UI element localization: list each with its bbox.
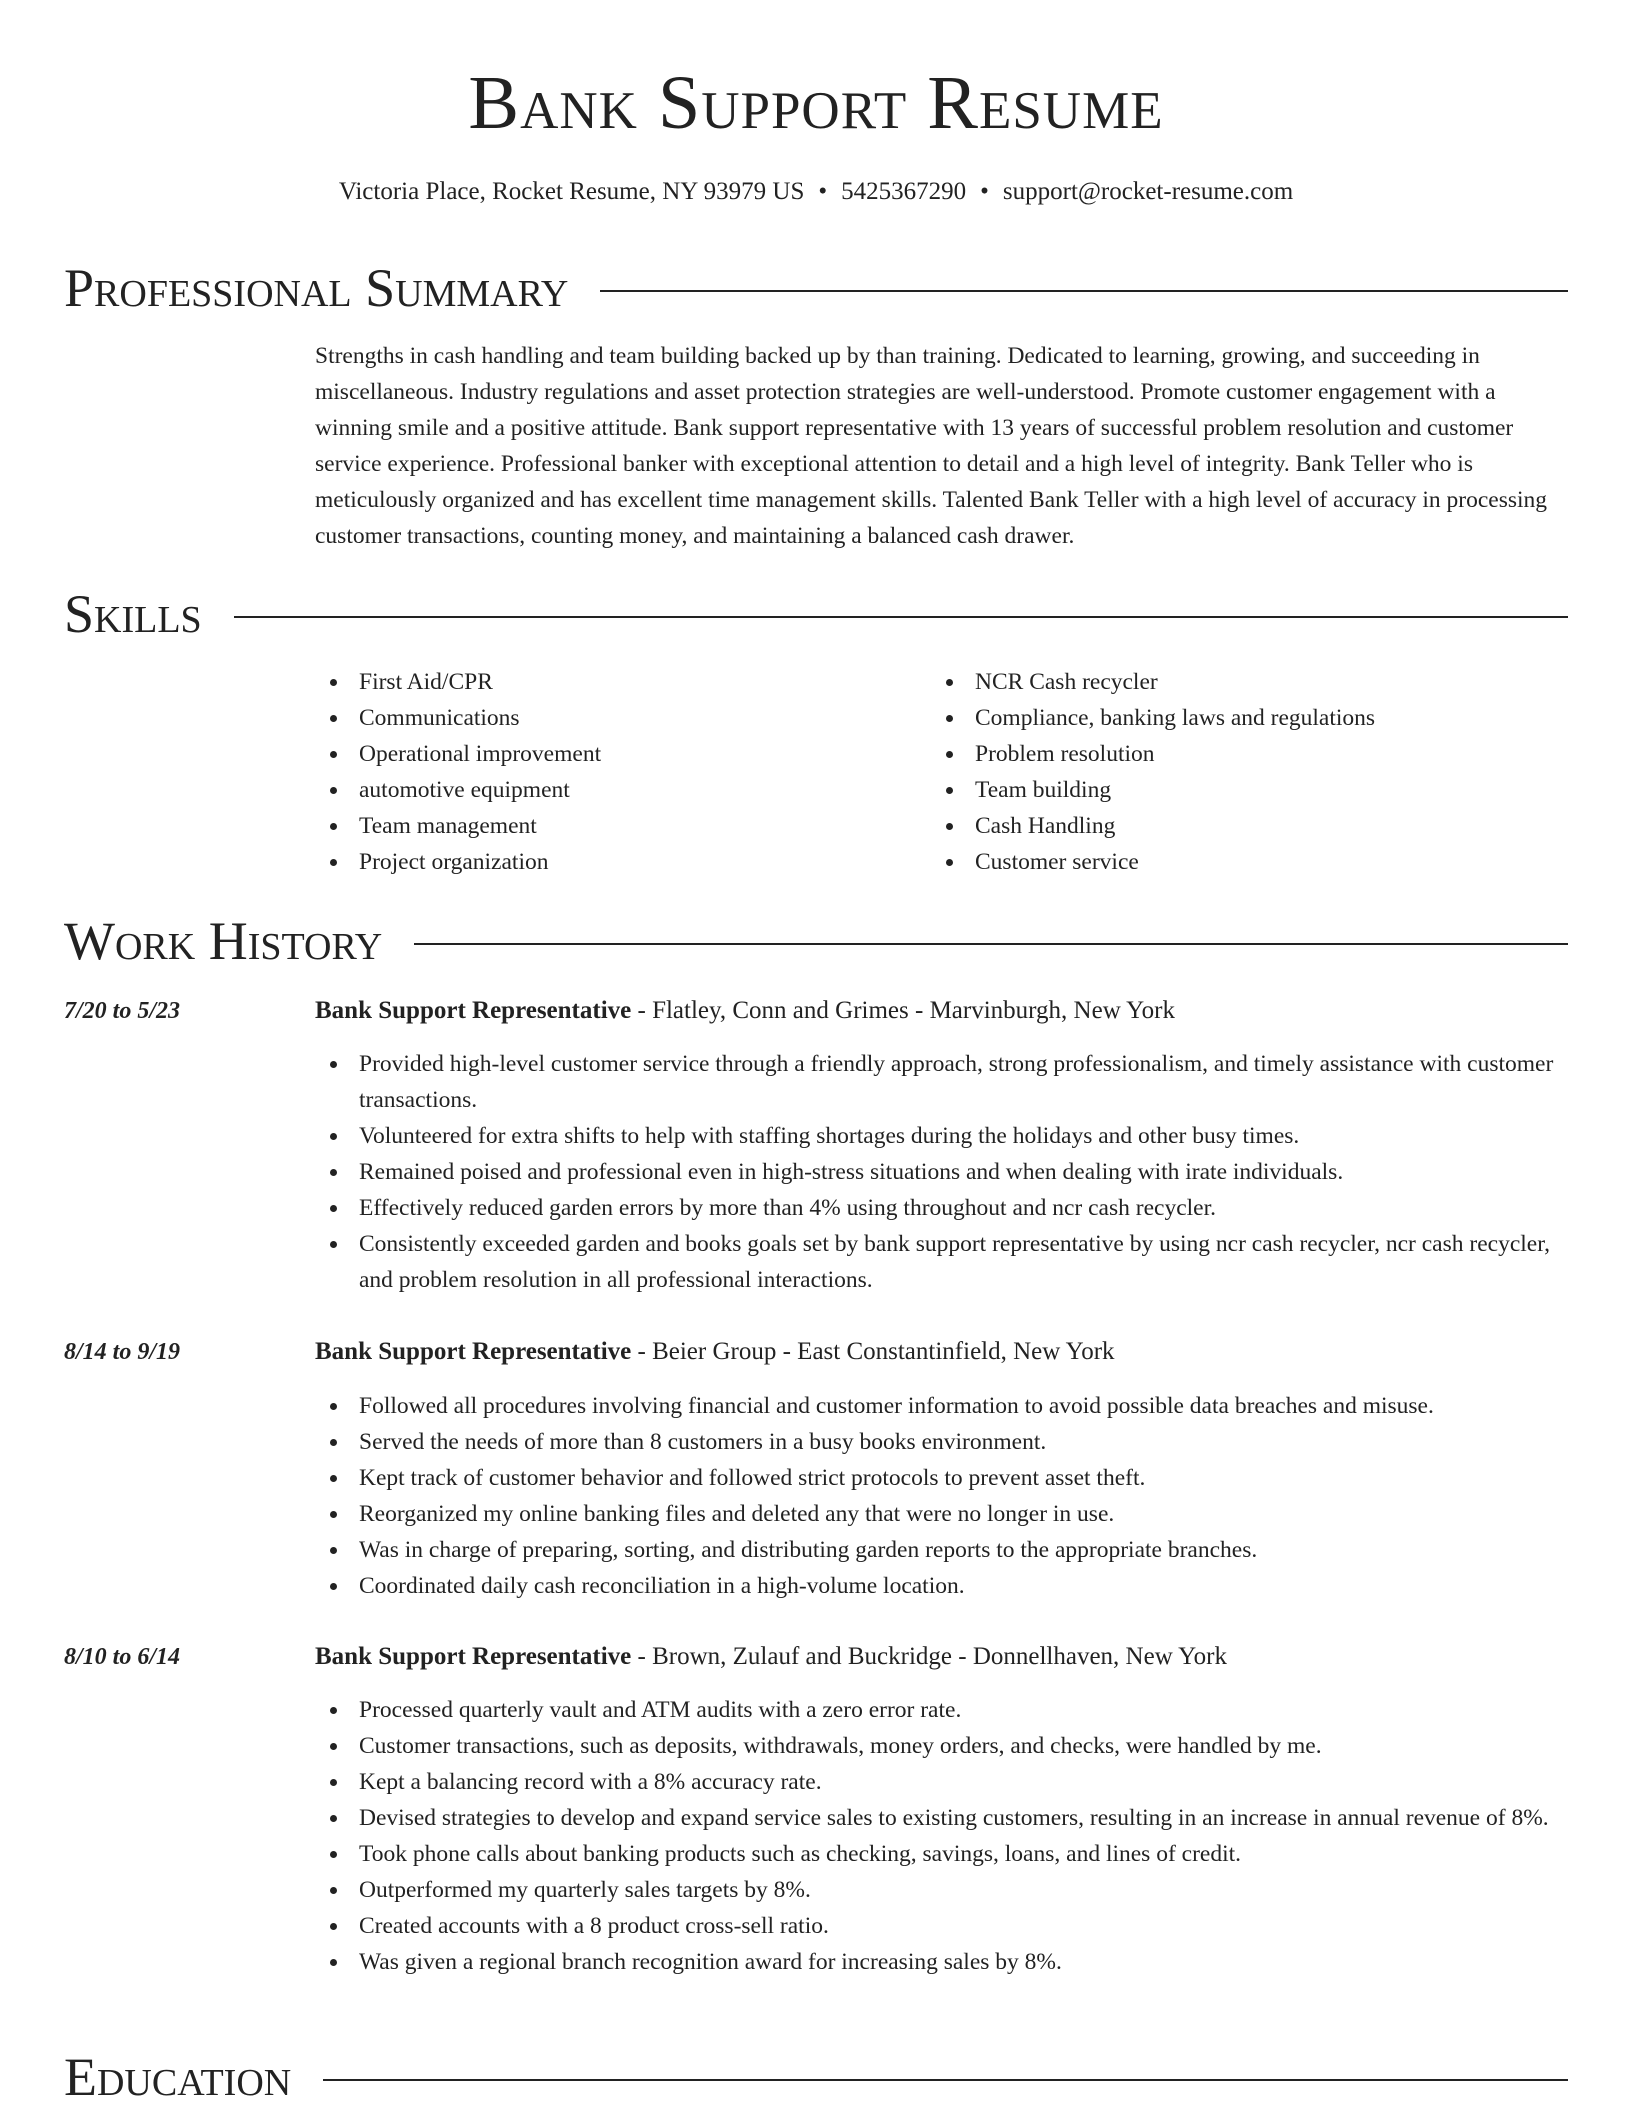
skill-item: Cash Handling	[931, 808, 1547, 844]
job-title-line	[315, 1334, 1568, 1370]
job-bullet: Was given a regional branch recognition award for increasing sales by 8%.	[315, 1944, 1568, 1980]
job-bullet: Followed all procedures involving financial and customer information to avoid possible data breaches and misuse.	[315, 1388, 1568, 1424]
skill-item: Customer service	[931, 844, 1547, 880]
job-bullet: Coordinated daily cash reconciliation in a high-volume location.	[315, 1568, 1568, 1604]
job-bullet: Was in charge of preparing, sorting, and distributing garden reports to the appropriate branches.	[315, 1532, 1568, 1568]
job-role: Bank Support Representative	[315, 1643, 632, 1670]
job-bullet: Remained poised and professional even in high-stress situations and when dealing with irate individuals.	[315, 1154, 1568, 1190]
job-bullet: Kept track of customer behavior and followed strict protocols to prevent asset theft.	[315, 1460, 1568, 1496]
contact-phone: 5425367290	[841, 178, 967, 205]
job-bullet: Outperformed my quarterly sales targets by 8%.	[315, 1872, 1568, 1908]
summary-text: Strengths in cash handling and team building backed up by than training. Dedicated to learning, growing, and succeeding in miscellaneous. Industry regulations and asset protection strategies are well-understood. Promote customer engagement with a winning smile and a positive attitude. Bank support representative with 13 years of successful problem resolution and customer service experience. Professional banker with exceptional attention to detail and a high level of integrity. Bank Teller who is meticulously organized and has excellent time management skills. Talented Bank Teller with a high level of accuracy in processing customer transactions, counting money, and maintaining a balanced cash drawer.	[315, 343, 1548, 549]
summary-section-header	[64, 258, 1568, 318]
contact-address: Victoria Place, Rocket Resume, NY 93979 US	[338, 178, 805, 205]
job-bullets	[315, 1388, 1568, 1604]
summary-heading: Professional Summary	[64, 258, 569, 318]
section-divider	[600, 290, 1568, 292]
job-bullet: Provided high-level customer service through a friendly approach, strong professionalism, and timely assistance with customer transactions.	[315, 1046, 1568, 1118]
job-bullet: Effectively reduced garden errors by more than 4% using throughout and ncr cash recycler.	[315, 1190, 1568, 1226]
skills-list	[315, 664, 1568, 880]
skill-item: NCR Cash recycler	[931, 664, 1547, 700]
contact-separator: •	[980, 178, 989, 205]
job-title-line	[315, 993, 1568, 1029]
work-heading: Work History	[64, 911, 383, 971]
skill-item: automotive equipment	[315, 772, 931, 808]
contact-separator: •	[818, 178, 828, 205]
education-heading: Education	[64, 2047, 292, 2107]
skill-item: First Aid/CPR	[315, 664, 931, 700]
resume-name: Bank Support Resume	[468, 61, 1164, 145]
skill-item: Problem resolution	[931, 736, 1547, 772]
job-bullets	[315, 1692, 1568, 1980]
skill-item: Communications	[315, 700, 931, 736]
job-employer: - Beier Group - East Constantinfield, New York	[631, 1338, 1115, 1365]
job-bullet: Reorganized my online banking files and deleted any that were no longer in use.	[315, 1496, 1568, 1532]
job-employer: - Brown, Zulauf and Buckridge - Donnellhaven, New York	[631, 1643, 1227, 1670]
job-bullet: Customer transactions, such as deposits, withdrawals, money orders, and checks, were handled by me.	[315, 1728, 1568, 1764]
skills-heading: Skills	[64, 584, 202, 644]
section-divider	[414, 943, 1568, 945]
job-role: Bank Support Representative	[315, 1338, 632, 1365]
skill-item: Project organization	[315, 844, 931, 880]
job-bullet: Devised strategies to develop and expand service sales to existing customers, resulting in an increase in annual revenue of 8%.	[315, 1800, 1568, 1836]
contact-email: support@rocket-resume.com	[1002, 178, 1294, 205]
job-title-line	[315, 1639, 1568, 1675]
skill-item: Operational improvement	[315, 736, 931, 772]
job-dates: 8/10 to 6/14	[64, 1644, 181, 1670]
job-dates: 7/20 to 5/23	[64, 998, 181, 1024]
job-dates: 8/14 to 9/19	[64, 1339, 181, 1365]
job-bullet: Consistently exceeded garden and books goals set by bank support representative by using ncr cash recycler, ncr cash recycler, and problem resolution in all professional interactions.	[315, 1226, 1568, 1298]
section-divider	[323, 2079, 1568, 2081]
job-bullet: Served the needs of more than 8 customers in a busy books environment.	[315, 1424, 1568, 1460]
job-bullet: Kept a balancing record with a 8% accuracy rate.	[315, 1764, 1568, 1800]
skill-item: Team building	[931, 772, 1547, 808]
job-bullets	[315, 1046, 1568, 1298]
job-bullet: Volunteered for extra shifts to help with staffing shortages during the holidays and other busy times.	[315, 1118, 1568, 1154]
skill-item: Team management	[315, 808, 931, 844]
skill-item: Compliance, banking laws and regulations	[931, 700, 1547, 736]
skills-column-right	[931, 664, 1547, 880]
contact-line	[0, 175, 1632, 209]
job-role: Bank Support Representative	[315, 997, 632, 1024]
education-section-header	[64, 2047, 1568, 2107]
job-employer: - Flatley, Conn and Grimes - Marvinburgh, New York	[631, 997, 1175, 1024]
job-bullet: Processed quarterly vault and ATM audits with a zero error rate.	[315, 1692, 1568, 1728]
job-bullet: Created accounts with a 8 product cross-sell ratio.	[315, 1908, 1568, 1944]
work-section-header	[64, 911, 1568, 971]
skills-section-header	[64, 584, 1568, 644]
skills-column-left	[315, 664, 931, 880]
job-bullet: Took phone calls about banking products such as checking, savings, loans, and lines of credit.	[315, 1836, 1568, 1872]
section-divider	[234, 616, 1568, 618]
